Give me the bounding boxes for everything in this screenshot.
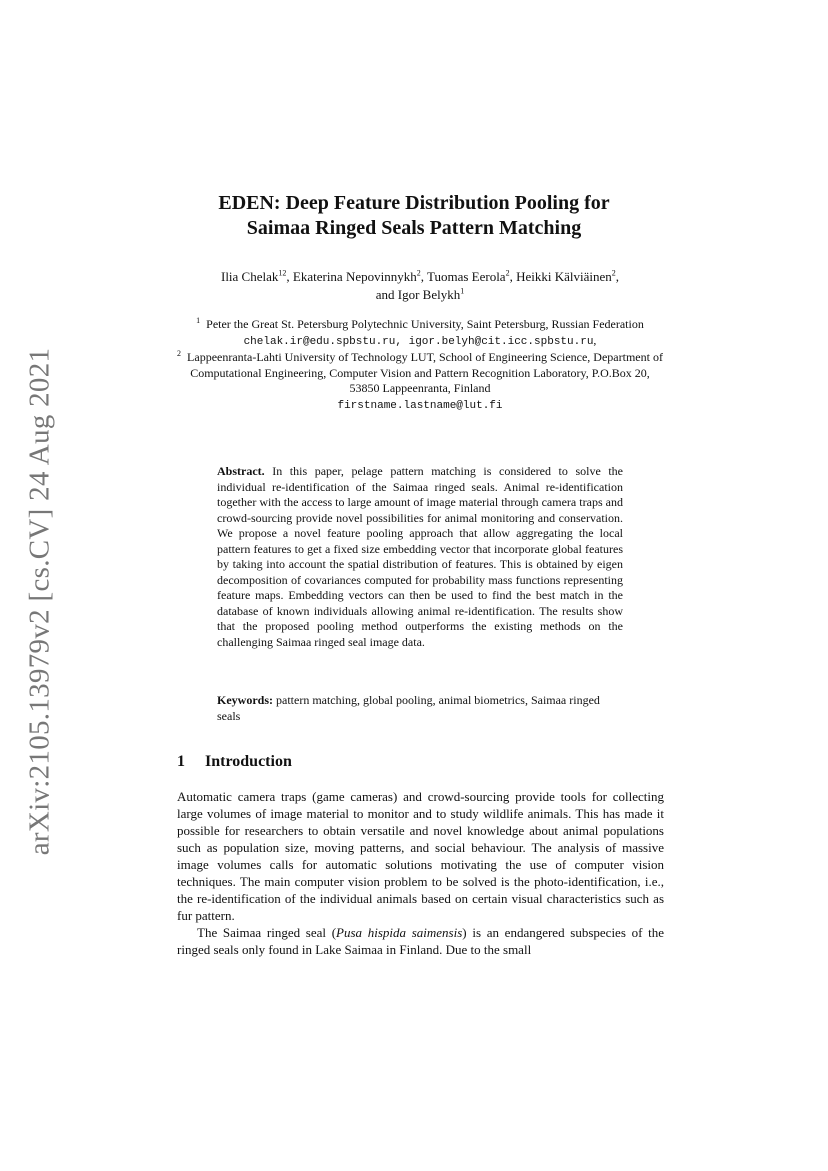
arxiv-identifier: arXiv:2105.13979v2 [cs.CV] 24 Aug 2021 [23,347,56,855]
species-name: Pusa hispida saimensis [336,925,463,940]
affiliation-text: Lappeenranta-Lahti University of Technology LUT, School of Engineering Science, Department of Computational Engineering, Computer Vision and Pattern Recognition Laboratory, P.O.Box 20, 53850 Lappeenranta, Finland [187,350,663,395]
section-body [177,788,664,958]
author-separator: , [286,269,293,284]
paper-title [0,191,828,241]
paper-title-line-1: EDEN: Deep Feature Distribution Pooling for [218,192,610,214]
author-list [176,268,664,304]
affiliation-2 [176,350,664,397]
author-separator: , [509,269,517,284]
author-separator: , [420,269,427,284]
abstract [217,464,623,650]
paragraph-text: The Saimaa ringed seal ( [197,925,337,940]
author-affiliation-mark: 2 [416,268,421,278]
affiliation-1 [176,317,664,333]
paragraph [177,924,664,958]
affiliation-block [176,317,664,414]
author-separator: , [615,269,620,284]
author-name: Heikki Kälviäinen [516,269,612,284]
email-address[interactable]: chelak.ir@edu.spbstu.ru, igor.belyh@cit.icc.spbstu.ru [243,335,594,348]
abstract-text: In this paper, pelage pattern matching is considered to solve the individual re-identification of the Saimaa ringed seals. Animal re-identification together with the access to large amount of image material through camera traps and crowd-sourcing provide novel possibilities for animal monitoring and conservation. We propose a novel feature pooling approach that allow aggregating the local pattern features to get a fixed size embedding vector that incorporate global features by taking into account the spatial distribution of features. This is obtained by eigen decomposition of covariances computed for probability mass functions representing feature maps. Embedding vectors can then be used to find the best match in the database of known individuals allowing animal re-identification. The results show that the proposed pooling method outperforms the existing methods on the challenging Saimaa ringed seal image data. [217,464,624,649]
paper-title-line-2: Saimaa Ringed Seals Pattern Matching [246,217,582,239]
keywords-label: Keywords: [217,693,273,707]
author-name: Ekaterina Nepovinnykh [292,269,417,284]
abstract-label: Abstract. [217,464,265,478]
keywords [217,693,623,724]
author-affiliation-mark: 1 [460,286,465,296]
section-heading [177,752,292,772]
author-affiliation-mark: 12 [278,268,287,278]
email-address[interactable]: firstname.lastname@lut.fi [337,399,503,412]
arxiv-identifier-margin [20,347,60,855]
email-separator: , [593,332,597,347]
affiliation-1-emails [176,333,664,351]
paragraph: Automatic camera traps (game cameras) and crowd-sourcing provide tools for collecting large volumes of image material to monitor and to study wildlife animals. This has made it possible for researchers to obtain versatile and novel knowledge about animal populations such as population size, moving patterns, and social behaviour. The analysis of massive image volumes calls for automatic solutions motivating the use of computer vision techniques. The main computer vision problem to be solved is the photo-identification, i.e., the re-identification of the individual animals based on certain visual characteristics such as fur pattern. [177,789,664,923]
author-affiliation-mark: 2 [505,268,510,278]
paragraph-text: ) is an endangered subspecies of the ringed seals only found in Lake Saimaa in Finland. Due to the small [177,925,664,957]
affiliation-mark: 1 [196,316,201,325]
affiliation-mark: 2 [177,349,182,358]
affiliation-2-email [176,397,664,415]
keywords-text: pattern matching, global pooling, animal biometrics, Saimaa ringed seals [217,693,600,723]
affiliation-text: Peter the Great St. Petersburg Polytechnic University, Saint Petersburg, Russian Federation [206,317,644,331]
author-name: and Igor Belykh [375,287,461,302]
author-name: Tuomas Eerola [426,269,506,284]
section-number: 1 [177,753,185,770]
author-name: Ilia Chelak [220,269,279,284]
author-affiliation-mark: 2 [611,268,616,278]
section-title: Introduction [205,753,292,770]
